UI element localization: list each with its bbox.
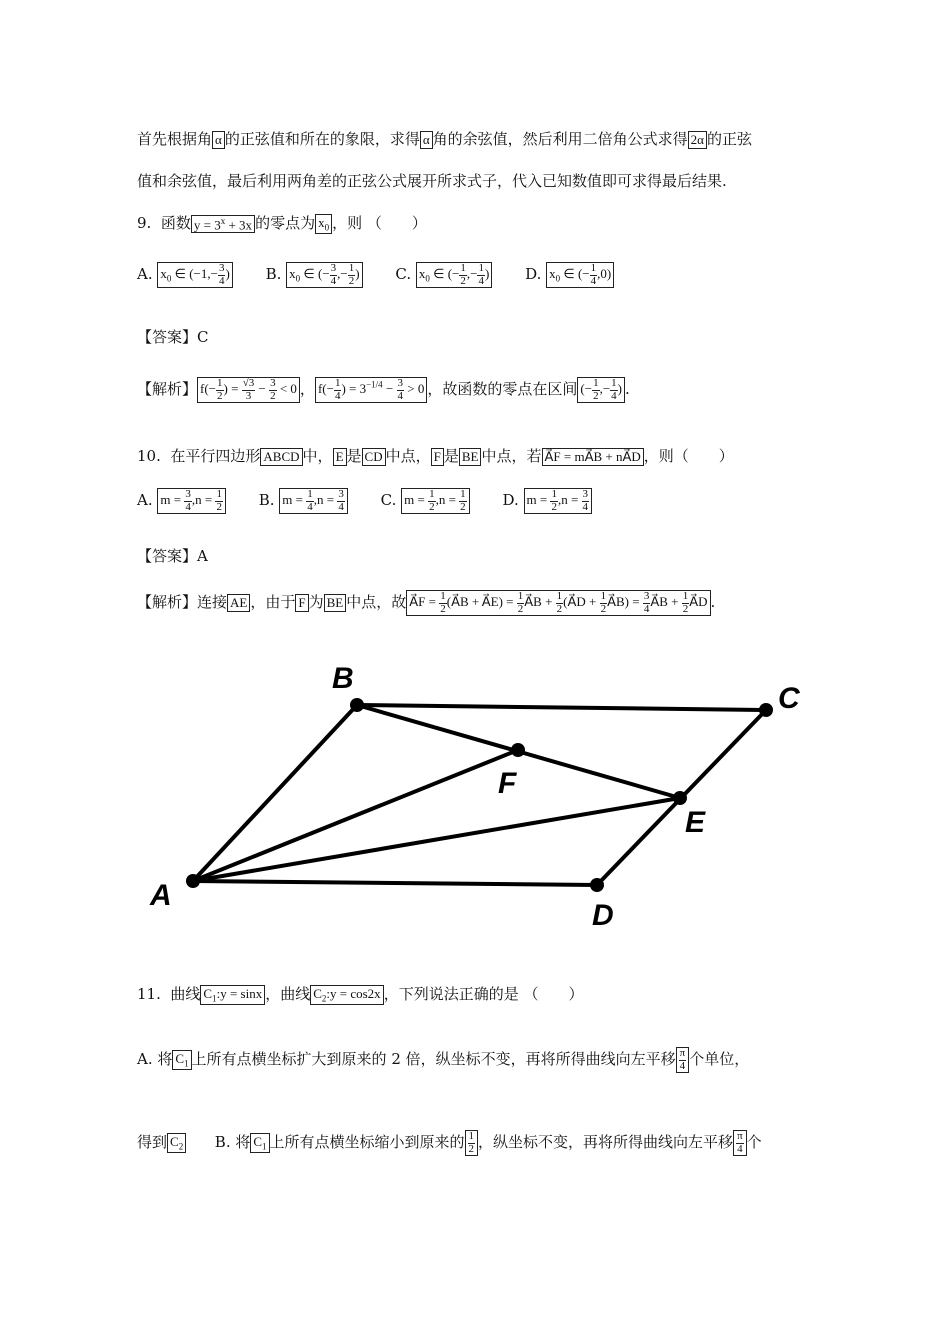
analysis-interval: (− $\frac{1}{2}$ ,− $\frac{1}{4}$ ) <box>577 377 625 403</box>
analysis-label: 【解析】连接 <box>137 593 228 612</box>
q10-answer: 【答案】A <box>137 547 208 565</box>
q10-analysis: 【解析】连接 AE ，由于 F 为 BE 中点，故 A⃗F = $\frac{1}{2}$ (A⃗B + A⃗E) = $\frac{1}{2}$ A⃗B + $\frac{1}{2}$ (A⃗D + $\frac{1}{2}$ A⃗B) = $\frac{3}{4}$ A⃗B + $\frac{1}{2}$ A⃗D . <box>137 590 716 615</box>
label-e: E <box>685 806 706 839</box>
question-number: 10. <box>137 447 161 465</box>
analysis-expr: A⃗F = $\frac{1}{2}$ (A⃗B + A⃗E) = $\frac{1}{2}$ A⃗B + $\frac{1}{2}$ (A⃗D + $\frac{1}{2}$ A⃗B) = $\frac{3}{4}$ A⃗B + $\frac{1}{2}$ A⃗D <box>406 590 710 616</box>
text: 的正弦值和所在的象限，求得 <box>224 130 420 148</box>
label-c: C <box>778 682 800 715</box>
q11-option-a[interactable]: A. 将 $C_1$ 上所有点横坐标扩大到原来的 2 倍，纵坐标不变，再将所得曲线向左平移 $\frac{\pi}{4}$ 个单位， <box>137 1047 750 1072</box>
q11-stem: 11. 曲线 $C_1:y = \sin x$ ，曲线 $C_2:y = \cos 2x$ ，下列说法正确的是 （ ） <box>137 985 584 1004</box>
abcd-box: ABCD <box>260 448 302 466</box>
function-box: $y = 3^x + 3x$ <box>191 215 255 234</box>
segment-ab <box>193 705 357 881</box>
segment-ae <box>193 798 680 881</box>
option-c[interactable]: C. $x_0$ ∈ (− $\frac{1}{2}$ ,− $\frac{1}{4}$ ) <box>395 262 492 288</box>
label-b: B <box>332 662 354 695</box>
option-c-expr: $x_0$ ∈ (− $\frac{1}{2}$ ,− $\frac{1}{4}$ ) <box>416 262 492 288</box>
label-a: A <box>150 879 172 912</box>
option-a-expr: $x_0$ ∈ (−1,− $\frac{3}{4}$ ) <box>157 262 232 288</box>
parallelogram-figure <box>0 650 950 950</box>
option-d-expr: m = $\frac{1}{2}$ ,n = $\frac{3}{4}$ <box>524 488 593 514</box>
two-alpha-box: 2α <box>688 131 707 149</box>
question-number: 9. <box>137 214 152 232</box>
label-d: D <box>592 899 614 932</box>
option-b-expr: m = $\frac{1}{4}$ ,n = $\frac{3}{4}$ <box>279 488 348 514</box>
option-d[interactable]: D. $x_0$ ∈ (− $\frac{1}{4}$ ,0) <box>525 262 614 288</box>
q9-stem <box>137 212 427 234</box>
e-box: E <box>333 448 347 466</box>
analysis-expr-2: f(− $\frac{1}{4}$ ) = $3^{-1/4}$ − $\frac{3}{4}$ > 0 <box>315 377 427 403</box>
option-b[interactable]: B. $x_0$ ∈ (− $\frac{3}{4}$ ,− $\frac{1}{2}$ ) <box>266 262 363 288</box>
text: 首先根据角 <box>137 130 213 148</box>
point-b <box>350 698 364 712</box>
c1-box: $C_1$ <box>172 1050 191 1070</box>
option-a[interactable]: A. $x_0$ ∈ (−1,− $\frac{3}{4}$ ) <box>137 262 233 288</box>
point-c <box>759 703 773 717</box>
be-box: BE <box>459 448 482 466</box>
text: ，则 （ ） <box>332 214 427 232</box>
q11-option-b[interactable]: B. 将 $C_1$ 上所有点横坐标缩小到原来的 $\frac{1}{2}$ ，纵坐标不变，再将所得曲线向左平移 $\frac{\pi}{4}$ 个 <box>214 1130 762 1155</box>
analysis-expr-1: f(− $\frac{1}{2}$ ) = $\frac{√3}{3}$ − $\frac{3}{2}$ < 0 <box>197 377 300 403</box>
vector-equation-box: A⃗F = mA⃗B + nA⃗D <box>542 448 644 466</box>
segment-da <box>193 881 597 885</box>
label-f: F <box>498 767 517 800</box>
intro-line-2: 值和余弦值，最后利用两角差的正弦公式展开所求式子，代入已知数值即可求得最后结果. <box>137 172 727 190</box>
c1-box: $C_1$ <box>250 1133 269 1153</box>
option-c[interactable]: C. m = $\frac{1}{2}$ ,n = $\frac{1}{2}$ <box>381 488 470 514</box>
shift-box: $\frac{\pi}{4}$ <box>733 1130 747 1156</box>
f-box: F <box>295 594 308 612</box>
q10-stem: 10. 在平行四边形 ABCD 中， E 是 CD 中点， F 是 BE 中点，若 A⃗F = mA⃗B + nA⃗D ，则（ ） <box>137 447 734 465</box>
option-a-expr: m = $\frac{3}{4}$ ,n = $\frac{1}{2}$ <box>157 488 226 514</box>
c1-box: $C_1:y = \sin x$ <box>200 985 265 1005</box>
q11-line-3: 得到 $C_2$ B. 将 $C_1$ 上所有点横坐标缩小到原来的 $\frac{1}{2}$ ，纵坐标不变，再将所得曲线向左平移 $\frac{\pi}{4}$ 个 <box>137 1130 762 1155</box>
alpha-box: α <box>212 131 225 149</box>
option-b[interactable]: B. m = $\frac{1}{4}$ ,n = $\frac{3}{4}$ <box>259 488 348 514</box>
intro-line-1 <box>137 128 752 149</box>
point-d <box>590 878 604 892</box>
q9-options <box>137 262 642 288</box>
option-b-expr: $x_0$ ∈ (− $\frac{3}{4}$ ,− $\frac{1}{2}$ ) <box>286 262 362 288</box>
point-e <box>673 791 687 805</box>
option-d-expr: $x_0$ ∈ (− $\frac{1}{4}$ ,0) <box>546 262 614 288</box>
text: 函数 <box>160 214 191 232</box>
question-number: 11. <box>137 985 161 1003</box>
option-a[interactable]: A. m = $\frac{3}{4}$ ,n = $\frac{1}{2}$ <box>137 488 226 514</box>
analysis-label: 【解析】 <box>137 380 198 399</box>
q10-options <box>137 488 620 514</box>
be-box: BE <box>324 594 347 612</box>
segment-af <box>193 750 518 881</box>
point-f <box>511 743 525 757</box>
f-box: F <box>431 448 444 466</box>
half-box: $\frac{1}{2}$ <box>465 1130 479 1156</box>
text: 角的余弦值，然后利用二倍角公式求得 <box>432 130 688 148</box>
option-d[interactable]: D. m = $\frac{1}{2}$ ,n = $\frac{3}{4}$ <box>502 488 592 514</box>
text: 的零点为 <box>255 214 316 232</box>
c2-box: $C_2:y = \cos 2x$ <box>310 985 383 1005</box>
option-c-expr: m = $\frac{1}{2}$ ,n = $\frac{1}{2}$ <box>401 488 470 514</box>
text: ，故函数的零点在区间 <box>427 380 578 399</box>
q9-analysis: 【解析】 f(− $\frac{1}{2}$ ) = $\frac{√3}{3}$ − $\frac{3}{2}$ < 0 ， f(− $\frac{1}{4}$ ) = $3^{-1/4}$ − $\frac{3}{4}$ > 0 ，故函数的零点在区间 (− $\frac{1}{2}$ ,− $\frac{1}{4}$ ) . <box>137 377 630 402</box>
ae-box: AE <box>227 594 250 612</box>
point-a <box>186 874 200 888</box>
shift-box: $\frac{\pi}{4}$ <box>676 1047 690 1073</box>
segment-bc <box>357 705 766 710</box>
c2-box: $C_2$ <box>167 1133 186 1153</box>
zero-box: $x_0$ <box>315 214 332 234</box>
alpha-box: α <box>420 131 433 149</box>
q9-answer: 【答案】C <box>137 328 209 346</box>
cd-box: CD <box>362 448 386 466</box>
text: 的正弦 <box>706 130 752 148</box>
